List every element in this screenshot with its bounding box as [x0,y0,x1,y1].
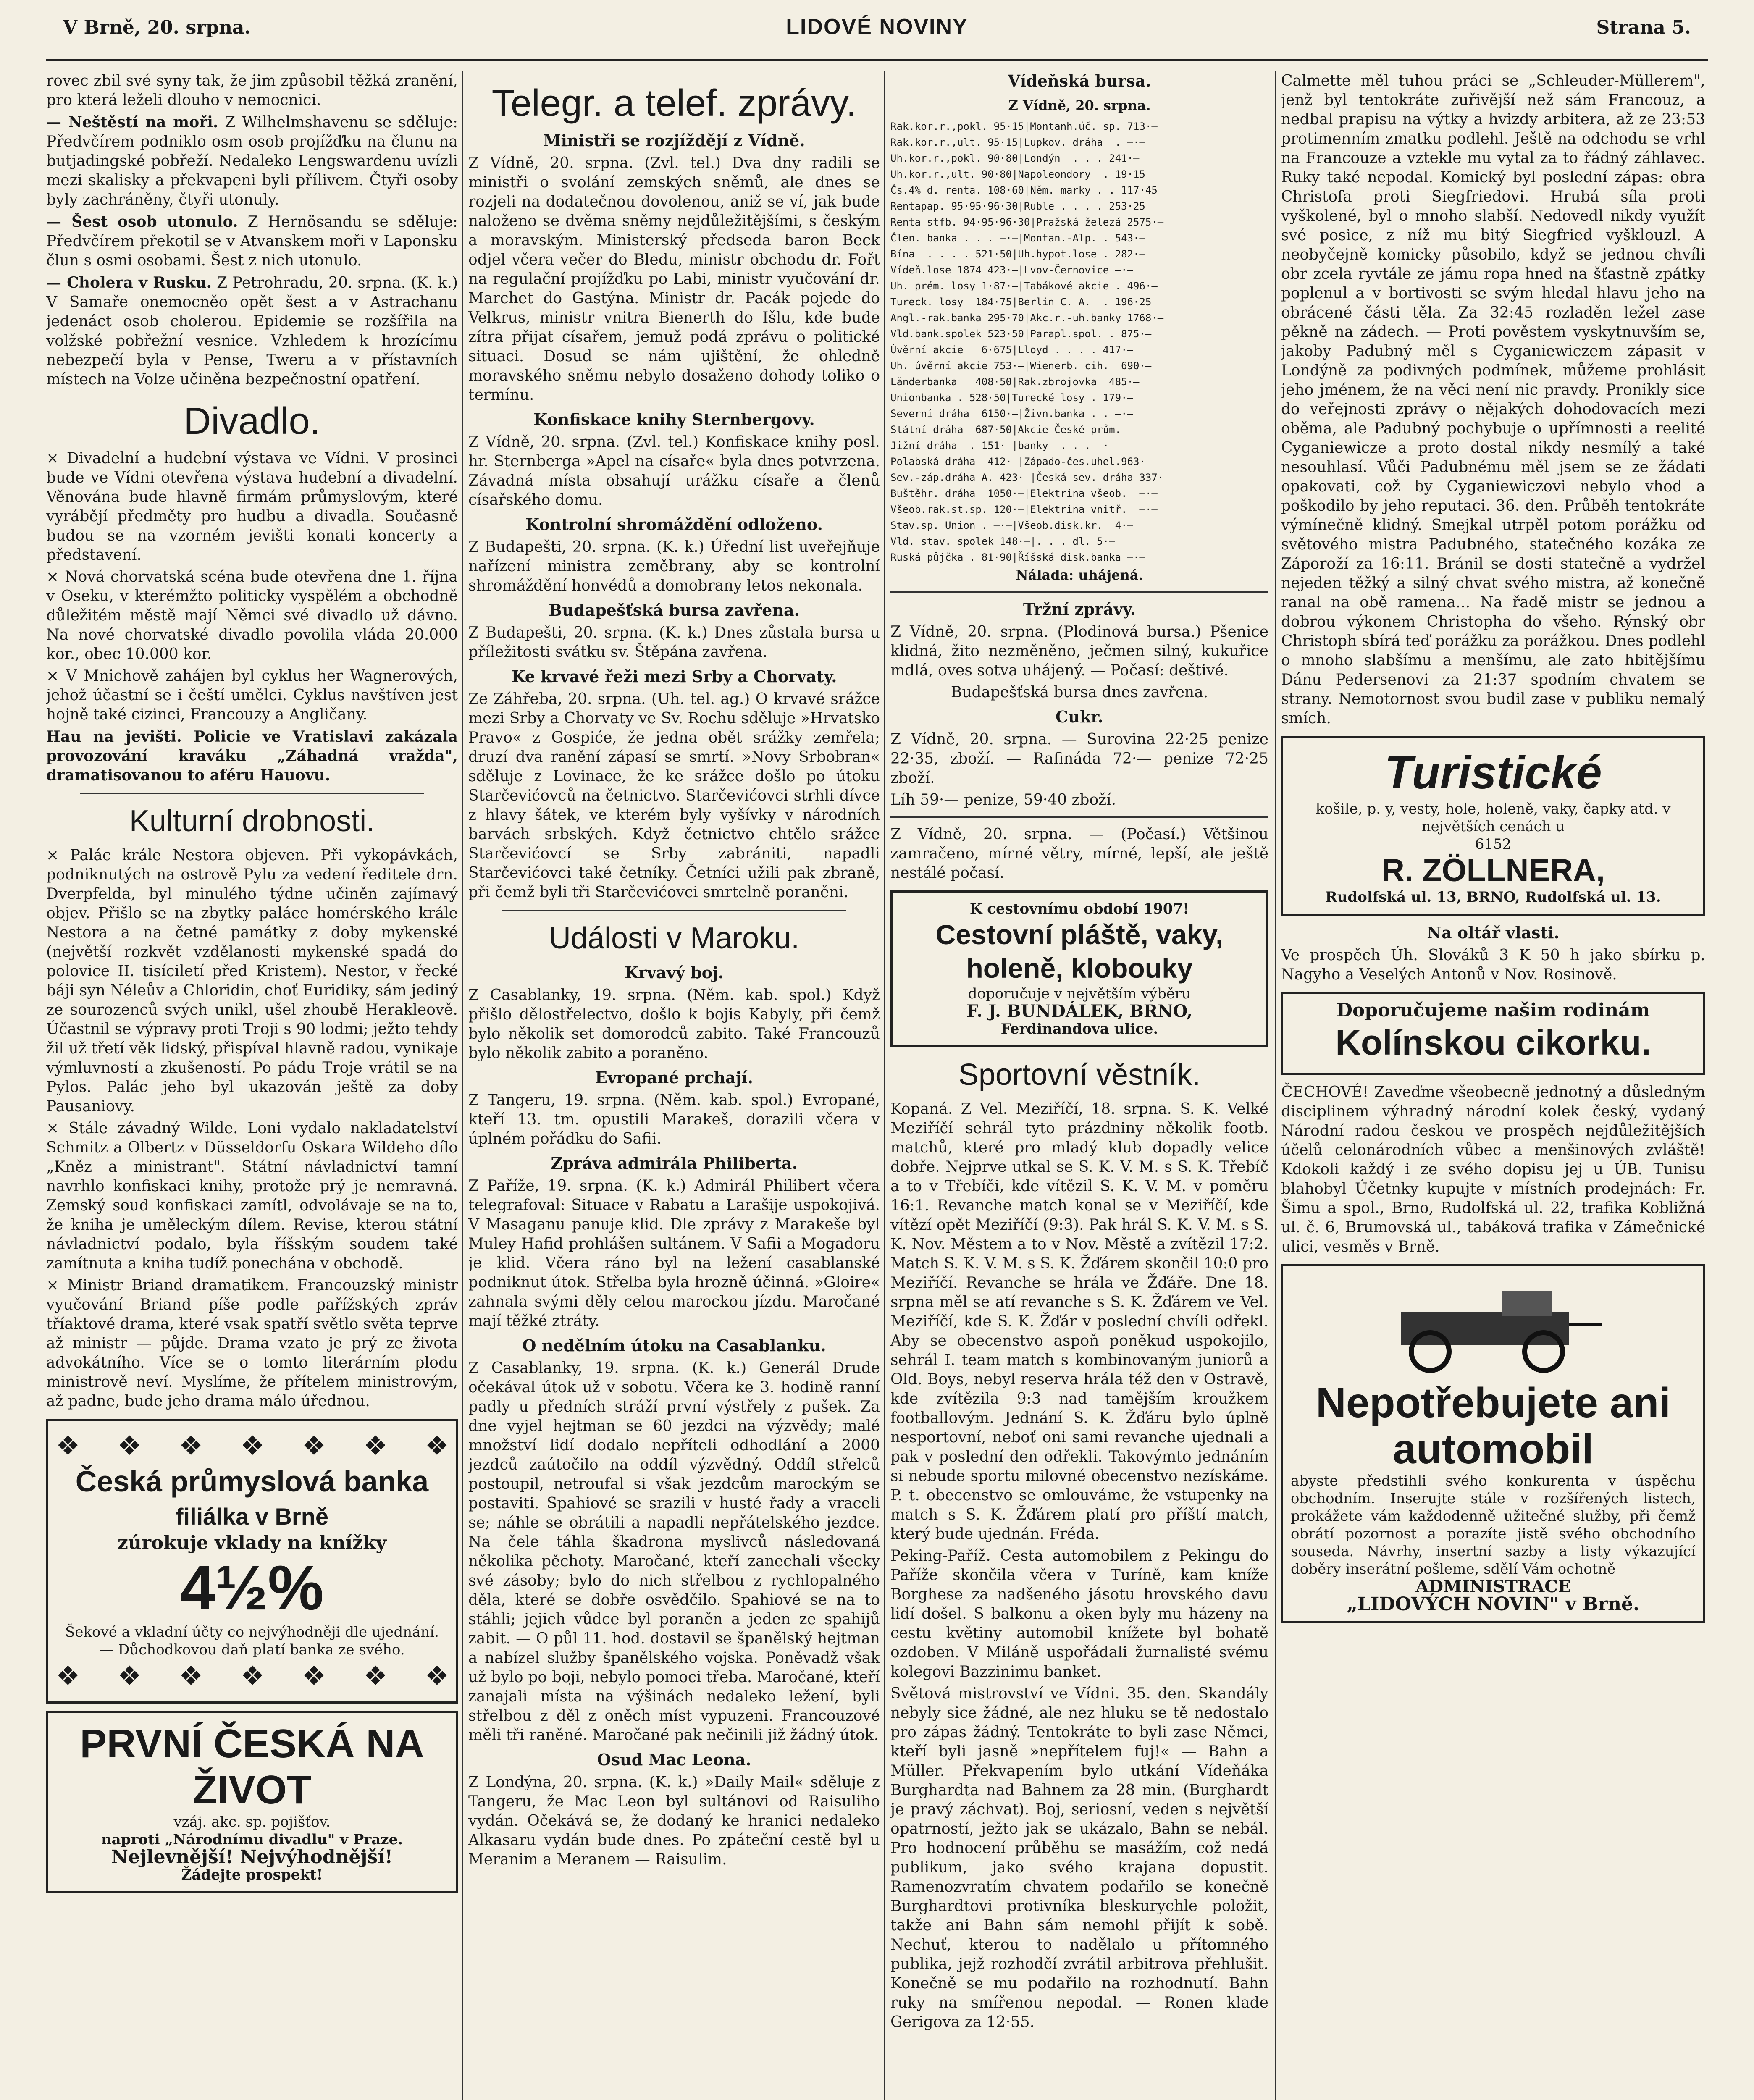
article-title: — Neštěstí na moři. [46,113,218,131]
article-text: × Ministr Briand dramatikem. Francouzský ministr vyučování Briand píše podle pařížských zpráv tříaktové drama, které vsak spatří světlo světa teprve až ministr — půjde. Drama vzato je prý ze života advokátního. Více se o tomto literárním plodu ministrově neví. Myslíme, že přítelem ministrovým, až padne, bude jeho drama málo úřednou. [46,1277,458,1410]
bursa-mood: Nálada: uhájená. [1016,567,1143,583]
article-title: Evropané prchají. [595,1068,754,1087]
article-title: — Cholera v Rusku. [46,274,212,291]
article-text: Calmette měl tuhou práci se „Schleuder-Müllerem", jenž byl tentokráte zuřivější než sám Francouz, a nedbal prapisu na výtky a hvizdy arbitera, až ze 23:53 protimenním zmatku podlehl. Ještě na odchodu se vrhl na Francouze a vztekle mu vytal za to řádný záhlavec. Ruky také nepodal. Komický byl poslední zápas: obra Christofa proti Siegfriedovi. Hrubá síla proti vyškolené, byl o mnoho slabší. Nedovedl nikdy využít své posice, z níž mu bitý Siegfried vyšklouzl. A neobyčejně komicky působilo, když se jednou chvíli obr zcela ryvtále ze jámu ropa hned na šťastně zpátky poplenul a v bortivosti se svým hledal hlavu jeho na obrácené části těla. Za 32:45 rozladěn ležel zase pěkně na zádech. — Proti pověstem vyskytnuvším se, jakoby Padubný měl s Cyganiewiczem zápasit v Londýně za podivných podmínek, můžeme prohlásit jeho jménem, že na věci není nic pravdy. Pronikly sice do veřejnosti zprávy o nějakých dohodovacích mezi oběma, ale Padubný pochybuje o upřímnosti a reelité Cyganiewicze a proto dostal nikdy nesmílý a také nesouhlasí. Vůči Padubnému měl jsem se ze žádati opakovati, což by Cyganiewiczovi nebylo vhod a poškodilo by jeho reputaci. 36. den. Průběh tentokráte výmínečně klidný. Smejkal utrpěl potom porážku od světového mistra Padubného, statečného kozáka ze Záporoží za 16:11. Bránil se dosti statečně a vydržel nejeden těžký a silný chvat svého mistra, až konečně ranal na obě ramena... Na řadě mistr se jednou a dobrou výkonem Christopha do všeho. Rýnský obr Christoph sbírá teď porážku za porážkou. Dnes podlehl o mnoho slabšímu a menšímu, ale zato hbitějšímu Dánu Pedersenovi za 21:37 spodním chvatem se strany. Nemotornost svou budil zase v publiku nemalý smích. [1281,72,1705,727]
article-text: Z Casablanky, 19. srpna. (Něm. kab. spol.) Když přišlo dělostřelectvo, došlo k bojis Kabyly, při čemž bylo několik set domorodců zabito. Také Francouzů bylo několik zabito a poraněno. [468,987,880,1062]
bursa-row: Rentapap. 95·95·96·30|Ruble . . . . 253·25 [890,200,1145,212]
divider [890,816,1268,818]
divider [502,910,846,911]
ad-address: Rudolfská ul. 13, BRNO, Rudolfská ul. 13. [1325,889,1661,906]
ad-title: PRVNÍ ČESKÁ NA ŽIVOT [80,1721,424,1812]
article-text: Z Wilhelmshavenu se sděluje: Předvčírem podniklo osm osob projížďku na člunu na butjadingské pobřeží. Nedaleko Lengswardenu uvízli mezi skalisky a překvapeni byli přílivem. Čtyři osoby byly zachráněny, čtyři utonuly. [46,114,458,208]
article-title: O nedělním útoku na Casablanku. [522,1336,826,1355]
column-3 [890,71,1268,2100]
bursa-row: Länderbanka 408·50|Rak.zbrojovka 485·— [890,376,1140,388]
article-title: Osud Mac Leona. [597,1750,751,1769]
article-text: Kopaná. Z Vel. Meziříčí, 18. srpna. S. K. Velké Meziříčí sehrál tyto prázdniny několik footb. matchů, které pro mladý klub dopadly velice dobře. Nejprve utkal se S. K. V. M. s S. K. Třebíč a to v Třebíči, kde vítězil S. K. V. M. v poměru 16:1. Revanche match konal se v Meziříčí, kde vítězí opět Meziříčí (9:3). Pak hrál S. K. V. M. s S. K. Nov. Městem a to v Nov. Městě a zvítězil 17:2. Match S. K. V. M. s S. K. Žďárem skončil 10:0 pro Meziříčí. Revanche se hrála ve Žďáře. Dne 18. srpna měl se atí revanche s S. K. Žďárem ve Vel. Meziříčí, kde S. K. Žďár v poslední chvíli odřekl. Aby se obecenstvo aspoň poněkud uspokojilo, sehrál I. team match s kombinovaným juniorů a Old. Boys, nebyl reserva hrála též den v Ostravě, kde zvítězila 9:3 nad tamějším kroužkem footballovým. Jednání S. K. Žďáru bylo úplně nesportovní, neboť oni sami revanche ujednali a pak v poslední den odřekli. Takovýmto jednáním si nebude sportu milovné obecenstvo nezískáme. P. t. obecenstvo se omlouváme, že vstupenky na match s S. K. Žďárem platí pro příští match, který bude ujednán. Fréda. [890,1100,1268,1543]
article-text: Peking-Paříž. Cesta automobilem z Pekingu do Paříže skončila včera v Turíně, kam kníže Borghese za nadšeného jásotu hrovského davu lidí došel. S balkonu a oken byly mu házeny na cestu květiny automobil knížete byl bohatě ozdoben. V Miláně uspořádali žurnalisté svému kolegovi Bazzinimu banket. [890,1547,1268,1680]
section-heading-kultura: Kulturní drobnosti. [129,804,375,838]
ad-kolinska-cikorka [1281,992,1705,1075]
article-text: × Stále závadný Wilde. Loni vydalo nakladatelství Schmitz a Olbertz v Düsseldorfu Oskara Wildeho dílo „Kněz a ministrant". Státní návladnictví tamní navrhlo konfiskaci knihy, protože prý je nemravná. Zemský soud konfiskaci zamítl, odvolávaje se na to, že kniha je uměleckým dílem. Revise, kterou státní návladnictví podalo, byla říšským soudem také zamítnuta a kniha tudíž ponechána v obchodě. [46,1120,458,1272]
article-text: × V Mnichově zahájen byl cyklus her Wagnerových, jehož účastní se i čeští umělci. Cyklus navštíven jest hojně také cizinci, Francouzy a Angličany. [46,667,458,723]
bursa-row: Čs.4% d. renta. 108·60|Něm. marky . . 117·45 [890,184,1158,196]
ad-side-text: vzáj. akc. sp. pojišťov. [173,1814,331,1830]
automobile-icon [1376,1274,1611,1375]
bursa-row: Buštěhr. dráha 1050·—|Elektrina všeob. —·— [890,488,1158,499]
article [46,273,458,389]
bursa-row: Vld.bank.spolek 523·50|Parapl.spol. . 875·— [890,328,1152,340]
page-header [46,8,1708,61]
bursa-row: Rak.kor.r.,pokl. 95·15|Montanh.úč. sp. 713·— [890,121,1158,132]
newspaper-title: LIDOVÉ NOVINY [786,15,968,39]
bursa-row: Polabská dráha 412·—|Západo-čes.uhel.963·— [890,456,1152,467]
bursa-row: Renta stfb. 94·95·96·30|Pražská železá 2575·— [890,216,1164,228]
ad-lidove-noviny [1281,1264,1705,1623]
article-title: Konfiskace knihy Sternbergovy. [533,410,815,429]
bursa-row: Sev.-záp.dráha A. 423·—|Česká sev. dráha 337·— [890,472,1170,483]
ad-bundalek [890,890,1268,1047]
article-title: Budapešťská bursa zavřena. [549,601,800,620]
ad-text: abyste předstihli svého konkurenta v úspěchu obchodním. Inserujte stále v rozšířených listech, prokážete vám každodenně užitečné služby, při čemž obrátí pozornost a porazíte jistě svého obchodního souseda. Návrhy, insertní sazby a listy výkazující doběry inserátní pošleme, sdělí Vám ochotně [1291,1473,1696,1578]
column-divider [462,71,463,2100]
article-text: Z Hernösandu se sděluje: Předvčírem překotil se v Atvanskem moři v Laponsku člun s osmi osobami. Šest z nich utonulo. [46,213,458,269]
divider [890,591,1268,593]
ad-text: košile, p. y, vesty, hole, holeně, vaky, čapky atd. v největších cenách u [1316,801,1671,835]
article-text: Hau na jevišti. Policie ve Vratislavi zakázala provozování kraváku „Záhadná vražda", dramatisovanou to aféru Hauovu. [46,728,458,784]
bursa-row: Všeob.rak.st.sp. 120·—|Elektrina vnitř. —·— [890,504,1158,515]
article-text: Z Vídně, 20. srpna. — (Počasí.) Většinou zamračeno, mírné větry, mírné, lepší, ale ještě nestálé počasí. [890,826,1268,882]
ad-ceska-prumyslova-banka [46,1419,458,1704]
ad-head: K cestovnímu období 1907! [969,900,1189,917]
bursa-row: Uh. úvěrní akcie 753·—|Wienerb. cih. 690·— [890,360,1152,372]
article-text: × Palác krále Nestora objeven. Při vykopávkách, podniknutých na ostrově Pylu za vedení ředitele drn. Dverpfelda, byl minulého týdne učiněn zajímavý objev. Přišlo se na zbytky paláce homérského krále Nestora a na četné památky z doby mykenské (největší rozkvět vzdělanosti mykenské spadá do polovice II. tisíciletí před Kristem). Nestor, v řecké báji syn Néleův a Chloridin, choť Euridiky, sám jediný ze sourozenců svých unikl, ušel zhoubě Herakleově. Účastnil se výpravy proti Troji s 90 lodmi; ježto tehdy žil už třetí věk lidský, přispíval hlavně radou, vynikaje výmluvností a zkušeností. Po pádu Troje vrátil se na Pylos. Palác jeho byl ukazován ještě za doby Pausaniovy. [46,847,458,1115]
divider [80,793,424,794]
section-heading-telegr: Telegr. a telef. zprávy. [491,82,857,124]
article-title: Cukr. [1056,707,1103,726]
ornament-border: ❖ ❖ ❖ ❖ ❖ ❖ ❖ [56,1431,448,1462]
article-text: Z Vídně, 20. srpna. (Plodinová bursa.) Pšenice klidná, žito nezměněno, ječmen silný, kukuřice mdlá, oves sotva uhájený. — Počasí: deštivé. [890,623,1268,679]
ad-zollner [1281,736,1705,916]
section-heading-divadlo: Divadlo. [184,400,320,442]
ad-title: Cestovní pláště, vaky, holeně, klobouky [935,919,1224,984]
article [46,212,458,270]
article-text: Z Vídně, 20. srpna. (Zvl. tel.) Dva dny radili se ministři o svolání zemských sněmů, ale dnes se rozjeli na dodatečnou dovolenou, aniž se ví, jak bude naloženo se dvěma sněmy nejdůležitějšími, s českým a moravským. Ministerský předseda baron Beck odjel včera večer do Bledu, ministr obchodu dr. Fořt na regulační projížďku po Labi, ministr vyučování dr. Marchet do Gastýna. Ministr dr. Pacák pojede do Velkrus, ministr vnitra Bienerth do Išlu, kde bude zítra přijat císařem, jemuž podá zprávu o politické situaci. Dosud se nám ujištění, že ohledně moravského sněmu nebylo dosaženo dohody toliko o termínu. [468,155,880,404]
bursa-date: Z Vídně, 20. srpna. [1008,97,1151,113]
article-text: Líh 59·— penize, 59·40 zboží. [890,791,1116,808]
article-text: Budapešťská bursa dnes zavřena. [951,684,1208,701]
article-text: Z Budapešti, 20. srpna. (K. k.) Dnes zůstala bursa u příležitosti svátku sv. Štěpána zavřena. [468,624,880,661]
bursa-row: Jižní dráha . 151·—|banky . . . —·— [890,440,1115,452]
article-title: Zpráva admirála Philiberta. [551,1154,798,1173]
ad-subtitle: filiálka v Brně [175,1503,329,1530]
ad-rate: 4½% [180,1552,324,1623]
article-text: Z Tangeru, 19. srpna. (Něm. kab. spol.) Evropané, kteří 13. tm. opustili Marakeš, dorazili včera v úplném pořádku do Safii. [468,1092,880,1147]
article-text: × Nová chorvatská scéna bude otevřena dne 1. října v Oseku, v kterémžto politicky vyspělém a obchodně důležitém městě mají Němci své divadlo už dávno. Na nové chorvatské divadlo povolila vláda 20.000 kor., obec 10.000 kor. [46,568,458,663]
article-text: Z Londýna, 20. srpna. (K. k.) »Daily Mail« sděluje z Tangeru, že Mac Leon byl sultánovi od Raisuliho vydán. Očekává se, že dodaný ke hranici nedaleko Alkasaru vydán bude dnes. Po zpáteční cestě byl u Meranim a Meranem — Raisulim. [468,1774,880,1868]
article-text: rovec zbil své syny tak, že jim způsobil těžká zranění, pro která leželi dlouho v nemocnici. [46,72,458,109]
ad-slogan: Nejlevnější! Nejvýhodnější! [111,1846,393,1868]
section-heading-sport: Sportovní věstník. [958,1058,1201,1092]
ad-title: Turistické [1384,747,1602,798]
article-text: Z Vídně, 20. srpna. — Surovina 22·25 penize 22·35, zboží. — Rafináda 72·— penize 72·25 zboží. [890,731,1268,787]
car-illustration [1291,1274,1696,1380]
ad-firm: F. J. BUNDÁLEK, BRNO, [966,1001,1193,1021]
header-date: V Brně, 20. srpna. [63,17,251,38]
ad-text: zúrokuje vklady na knížky [117,1532,387,1554]
article [46,113,458,210]
ornament-border: ❖ ❖ ❖ ❖ ❖ ❖ ❖ [56,1661,448,1692]
bursa-row: Angl.-rak.banka 295·70|Akc.r.-uh.banky 1768·— [890,312,1164,324]
ad-address: Ferdinandova ulice. [1000,1021,1158,1037]
ad-admin: ADMINISTRACE [1415,1577,1571,1596]
article-title: Krvavý boj. [624,963,724,982]
ad-title: Česká průmyslová banka [75,1465,429,1498]
bursa-row: Bína . . . . 521·50|Uh.hypot.lose . 282·— [890,248,1145,260]
article-text: Světová mistrovství ve Vídni. 35. den. Skandály nebyly sice žádné, ale nez hluku se tě nedostalo pro zápas žádný. Tentokráte to byli zase Němci, kteří byli jasně »nepřítelem fuj!« — Bahn a Müller. Překvapením bylo utkání Vídeňáka Burghardta nad Bahnem za 28 min. (Burghardt je pravý záchvat). Boj, seriosní, veden s největší opatrností, ježto jak se ukázalo, Bahn se nebál. Pro hodnocení průběhu se masážím, což nedá publikum, jako svého krajana dopustit. Ramenozvratím chvatem podařilo se konečně Burghardtovi protivníka bleskurychle položit, takže ani Bahn sám nemohl přijít k sobě. Nechuť, kterou to nadělalo u přítomného publika, jejž rozhodčí zvrátil arbitrova přehlušit. Konečně se mu podařilo na rozhodnutí. Bahn ruky na smířenou nepodal. — Ronen klade Gerigova za 12·55. [890,1685,1268,2031]
bursa-row: Člen. banka . . . —·—|Montan.-Alp. . 543·— [890,232,1145,244]
bursa-row: Vídeň.lose 1874 423·—|Lvov-Černovice —·— [890,264,1133,276]
bursa-row: Uh.kor.r.,pokl. 90·80|Londýn . . . 241·— [890,152,1140,164]
bursa-title: Vídeňská bursa. [1008,71,1151,90]
bursa-row: Uh. prém. losy 1·87·—|Tabákové akcie . 496·— [890,280,1158,292]
bursa-row: Rak.kor.r.,ult. 95·15|Lupkov. dráha . —·— [890,136,1145,148]
article-text: Z Vídně, 20. srpna. (Zvl. tel.) Konfiskace knihy posl. hr. Sternberga »Apel na císaře« byla dnes potvrzena. Závadná místa obsahují urážku císaře a členů císařského domu. [468,433,880,509]
article-text: × Divadelní a hudební výstava ve Vídni. V prosinci bude ve Vídni otevřena výstava hudební a divadelní. Věnována bude hlavně firmám průmyslovým, které vyrábějí předměty pro hudbu a divadla. Současně budou se na vzorném jevišti konati koncerty a představení. [46,450,458,564]
bursa-row: Vld. stav. spolek 148·—|. . . dl. 5·— [890,536,1115,547]
ad-cta: Žádejte prospekt! [181,1866,323,1883]
ad-paper: „LIDOVÝCH NOVIN" v Brně. [1347,1593,1640,1615]
section-heading-maroko: Události v Maroku. [549,921,800,955]
ad-title: Nepotřebujete ani automobil [1316,1379,1671,1473]
article-text: Z Budapešti, 20. srpna. (K. k.) Úřední list uveřejňuje nařízení ministra zeměbrany, aby se kontrolní shromáždění honvédů a domobrany letos nekonala. [468,538,880,594]
ad-prvni-ceska-pojistovna [46,1711,458,1893]
ad-note: Šekové a vkladní účty co nejvýhodněji dle ujednání. — Důchodkovou daň platí banka ze svého. [65,1624,439,1658]
bursa-row: Státní dráha 687·50|Akcie České prům. [890,424,1121,436]
column-4 [1281,71,1705,2100]
ad-title: Kolínskou cikorku. [1335,1023,1651,1062]
ad-text: doporučuje v největším výběru [968,985,1191,1002]
article-title: — Šest osob utonulo. [46,213,238,231]
column-divider [1275,71,1276,2100]
bursa-row: Uh.kor.r.,ult. 90·80|Napoleondory . 19·15 [890,168,1145,180]
article-text: Ve prospěch Úh. Slováků 3 K 50 h jako sbírku p. Nagyho a Veselých Antonů v Nov. Rosinově. [1281,947,1705,983]
article-title: Tržní zprávy. [1023,600,1136,619]
bursa-table [890,118,1268,565]
article-title: Ke krvavé řeži mezi Srby a Chorvaty. [511,667,837,686]
bursa-row: Severní dráha 6150·—|Živn.banka . . —·— [890,408,1133,420]
column-1 [46,71,458,2100]
ad-phone: 6152 [1475,836,1512,853]
bursa-row: Tureck. losy 184·75|Berlin C. A. . 196·25 [890,296,1152,308]
bursa-row: Stav.sp. Union . —·—|Všeob.disk.kr. 4·— [890,520,1133,531]
article-title: Ministři se rozjíždějí z Vídně. [543,131,805,150]
bursa-row: Úvěrní akcie 6·675|Lloyd . . . . 417·— [890,344,1133,356]
article-text: Z Paříže, 19. srpna. (K. k.) Admirál Philibert včera telegrafoval: Situace v Rabatu a Larašije uspokojivá. V Masaganu panuje klid. Dle zprávy z Marakeše byl Muley Hafid prohlášen sultánem. V Safii a Mogadoru je klid. Včera ráno byl na ležení casablanské podniknut útok. Střelba byla hrozně účinná. »Gloire« zahnala svými děly celou marockou jízdu. Maročané mají těžké ztráty. [468,1177,880,1330]
bursa-row: Ruská půjčka . 81·90|Říšská disk.banka —·— [890,551,1145,563]
article-title: Kontrolní shromáždění odloženo. [525,515,823,534]
article-text: Z Casablanky, 19. srpna. (K. k.) Generál Drude očekával útok už v sobotu. Včera ke 3. hodině ranní padly u předních stráží první výstřely z pušek. Za dne vyjel hejtman se 60 jezdci na výzvědy; malé množství lidí dodalo nepříteli odhodlání a 2000 jezdců zaútočilo na oddíl výzvědný. Oddíl střelců postoupil, netroufal si však jezdcům marockým se postaviti. Spahiové se srazili v husté řady a vraceli se; náhle se obrátili a napadli nepřátelského jezdce. Na čele táhla škadrona myslivců následovaná několika pěchoty. Maročané, kteří zanechali všecky své zásoby; bylo do nich střelbou z rychlopalného děla, které se dobře osvědčilo. Spahiové se na to stáhli; jejich vůdce byl poraněn a jeden ze spahijů zabit. — O půl 11. hod. dostavil se španělský hejtman a nabízel služby španělského vojska. Poněvadž však už bylo po boji, nebylo pomoci třeba. Maročané, kteří zanajali místa na výšinách nedaleko ležení, byli střelbou z děl z oněch míst vypuzeni. Francouzové měli tři raněné. Maročané pak nečinili již žádný útok. [468,1360,880,1744]
article-text: Ze Záhřeba, 20. srpna. (Uh. tel. ag.) O krvavé srážce mezi Srby a Chorvaty ve Sv. Rochu sděluje »Hrvatsko Pravo« z Gospiće, že jedna obět srážky zemřela; druzí dva ranění zápasí se smrtí. »Novy Srbobran« sděluje z Lovinace, že ke srážce došlo po útoku Starčevićovců na četnictvo. Starčevićovci strhli dívce z hlavy šátek, ve kterém byly vyšívky v národních barvách srbských. Když četnictvo chtělo srážce Starčevićovcí se Srby zabrániti, napadli Starčevićovci také četníky. Četníci užili pak zbraně, při čemž byli tři Starčevićovci smrtelně poraněni. [468,690,880,901]
ad-address: naproti „Národnímu divadlu" v Praze. [101,1831,403,1848]
ad-pre: Doporučujeme našim rodinám [1336,1000,1650,1021]
article-text: ČECHOVÉ! Zaveďme všeobecně jednotný a důsledným disciplinem výhradný národní kolek český, vydaný Národní radou českou ve prospěch nejdůležitějších účelů celonárodních vůbec a menšinových zvláště! Kdokoli každý i ze svého dopisu jej u ÚB. Tunisu blahobyl Účetnky kupujte v místních prodejnách: Fr. Šimu a spol., Brno, Rudolfská ul. 22, trafika Kobližná ul. č. 6, Brumovská ul., tabáková trafika v Zámečnické ulici, vesměs v Brně. [1281,1084,1705,1255]
article-title: Na oltář vlasti. [1427,923,1560,942]
column-divider [884,71,885,2100]
article-text: Z Petrohradu, 20. srpna. (K. k.) V Samaře onemocněo opět šest a v Astrachanu jedenáct osob cholerou. Epidemie se rozšířila na volžské pobřežní vesnice. Vzhledem k hrozícímu nebezpečí byla v Pense, Tweru a v přístavních místech na Volze učiněna bezpečnostní opatření. [46,274,458,388]
column-2 [468,71,880,2100]
ad-firm: R. ZÖLLNERA, [1381,853,1605,888]
page-number: Strana 5. [1596,17,1691,38]
bursa-row: Unionbanka . 528·50|Turecké losy . 179·— [890,392,1133,404]
